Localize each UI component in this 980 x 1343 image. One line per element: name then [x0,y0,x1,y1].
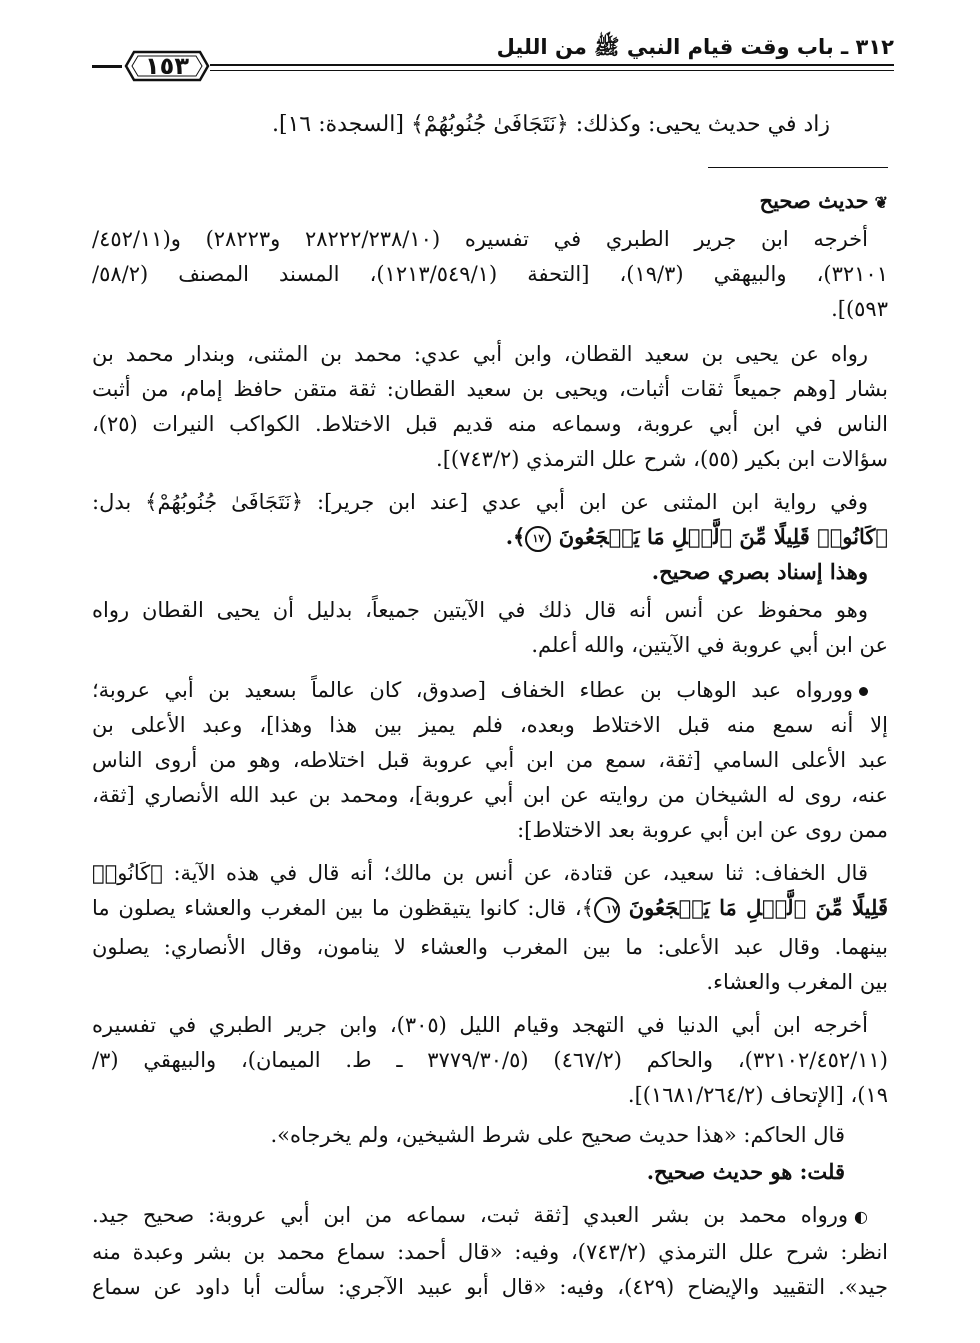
text-line: انظر: شرح علل الترمذي (٧٤٣/٢)، وفيه: «قال أحمد: سماع محمد بن بشر وعبدة منه [92,1240,889,1264]
intro-line: زاد في حديث يحيى: وكذلك: ﴿نَتَجَافَىٰ جُنُوبُهُمْ﴾ [السجدة: ١٦]. [272,112,830,137]
text-line: ٥٩٣)]. [831,297,888,321]
ring-bullet-icon: ◐ [854,1206,868,1226]
quran-mixed-line [92,893,888,923]
text-line: أخرجه ابن جرير الطبري في تفسيره (٢٨٢٢٢/٢٣٨/١٠ و٢٨٢٢٣) و(٤٥٢/١١/ [92,227,868,251]
bullet-line [92,675,868,705]
text-line: عبد الأعلى السامي [ثقة، سمع من ابن أبي عروبة قبل اختلاطه، وهو من أروى الناس [92,748,888,772]
text-line: جيد». التقييد والإيضاح (٤٢٩)، وفيه: «قال أبو عبيد الآجري: سألت أبا داود عن سماع [92,1275,889,1299]
text-line: ﴾، قال: كانوا يتيقظون ما بين المغرب والعشاء يصلون ما [92,896,594,920]
text-line: (٣٢١٠٢/٤٥٢/١١)، والحاكم (٤٦٧/٢) (٣٧٧٩/٣٠/٥ ـ ط. الميمان)، والبيهقي (٣/ [92,1048,888,1072]
text-line: قال الحاكم: «هذا حديث صحيح على شرط الشيخين، ولم يخرجاه». [270,1123,845,1147]
text-line: إلا أنه سمع منه قبل الاختلاط وبعده، فلم يميز بين هذا وهذا]، وعبد الأعلى بن [92,713,888,737]
text-line: وهو محفوظ عن أنس أنه قال ذلك في الآيتين جميعاً، بدليل أن يحيى القطان رواه [92,598,868,622]
text-line: الناس في ابن أبي عروبة، وسماعه منه قديم قبل الاختلاط. الكواكب النيرات (٢٥)، [92,412,888,436]
text-line: رواه عن يحيى بن سعيد القطان، وابن أبي عدي: محمد بن المثنى، وبندار محمد بن [92,342,868,366]
text-line: ١٩)، [الإتحاف (١٦٨١/٢٦٤/٢)]. [627,1083,888,1107]
text-line: أخرجه ابن أبي الدنيا في التهجد وقيام الليل (٣٠٥)، وابن جرير الطبري في تفسيره [92,1013,868,1037]
quran-verse: ﴿كَانُوا۟ قَلِيلًا مِّنَ ٱلَّيۡلِ مَا يَهۡجَعُونَ [558,524,888,549]
footnote-separator [708,167,888,168]
page-number-badge [124,48,210,84]
text-line: ممن روى عن ابن أبي عروبة بعد الاختلاط]: [517,818,888,842]
verse-number-icon: ١٧ [525,526,551,552]
text-line: قلت: هو حديث صحيح. [646,1159,845,1184]
text-line: عنه، روى له الشيخان من روايته عن ابن أبي عروبة]، ومحمد بن عبد الله الأنصاري [ثقة، [92,783,888,807]
text-line: قال الخفاف: ثنا سعيد، عن قتادة، عن أنس بن مالك؛ أنه قال في هذه الآية: ﴿كَانُوا۟ [92,861,868,885]
text-line: وورواه عبد الوهاب بن عطاء الخفاف [صدوق، كان عالماً بسعيد بن أبي عروبة؛ [92,678,853,702]
verse-number-icon: ١٧ [594,897,620,923]
section-heading-row [760,186,888,218]
text-line: وفي رواية ابن المثنى عن ابن أبي عدي [عند ابن جرير]: ﴿نَتَجَافَىٰ جُنُوبُهُمْ﴾ بدل: [92,490,868,514]
text-line: ورواه محمد بن بشر العبدي [ثقة ثبت، سماعه من ابن أبي عروبة: صحيح جيد. [92,1203,849,1227]
page-header [92,34,894,90]
bullet-line [92,1200,868,1232]
section-heading: حديث صحيح [759,188,869,213]
text-line: وهذا إسناد بصري صحيح. [651,559,868,584]
text-line: سؤالات ابن بكير (٥٥)، شرح علل الترمذي (٧٤٣/٢)]. [436,447,888,471]
text-line: بشار [وهم جميعاً ثقات أثبات، ويحيى بن سعيد القطان: ثقة متقن حافظ إمام، من أثبت [92,377,888,401]
bullet-icon [859,687,868,696]
text-line: ٣٢١٠١)، والبيهقي (١٩/٣)، [التحفة (١٢١٣/٥٤٩/١)، المسند المصنف (٥٨/٢/ [92,262,888,286]
text-line: بينهما. وقال عبد الأعلى: ما بين المغرب والعشاء لا ينامون، وقال الأنصاري: يصلون [92,935,888,959]
quran-verse-line [506,522,888,552]
quran-verse: قَلِيلًا مِّنَ ٱلَّيۡلِ مَا يَهۡجَعُونَ [628,895,888,920]
header-rule-thin [210,70,894,71]
running-title: ٣١٢ ـ باب وقت قيام النبي ﷺ من الليل [496,35,894,59]
page-number: ١٥٣ [145,52,189,80]
text-line: عن ابن أبي عروبة في الآيتين، والله أعلم. [531,633,888,657]
header-dash [92,65,122,68]
text-line: بين المغرب والعشاء. [706,970,888,994]
verse-close: ﴾. [505,524,526,549]
book-icon: ❦ [874,192,888,212]
header-rule [210,64,894,66]
